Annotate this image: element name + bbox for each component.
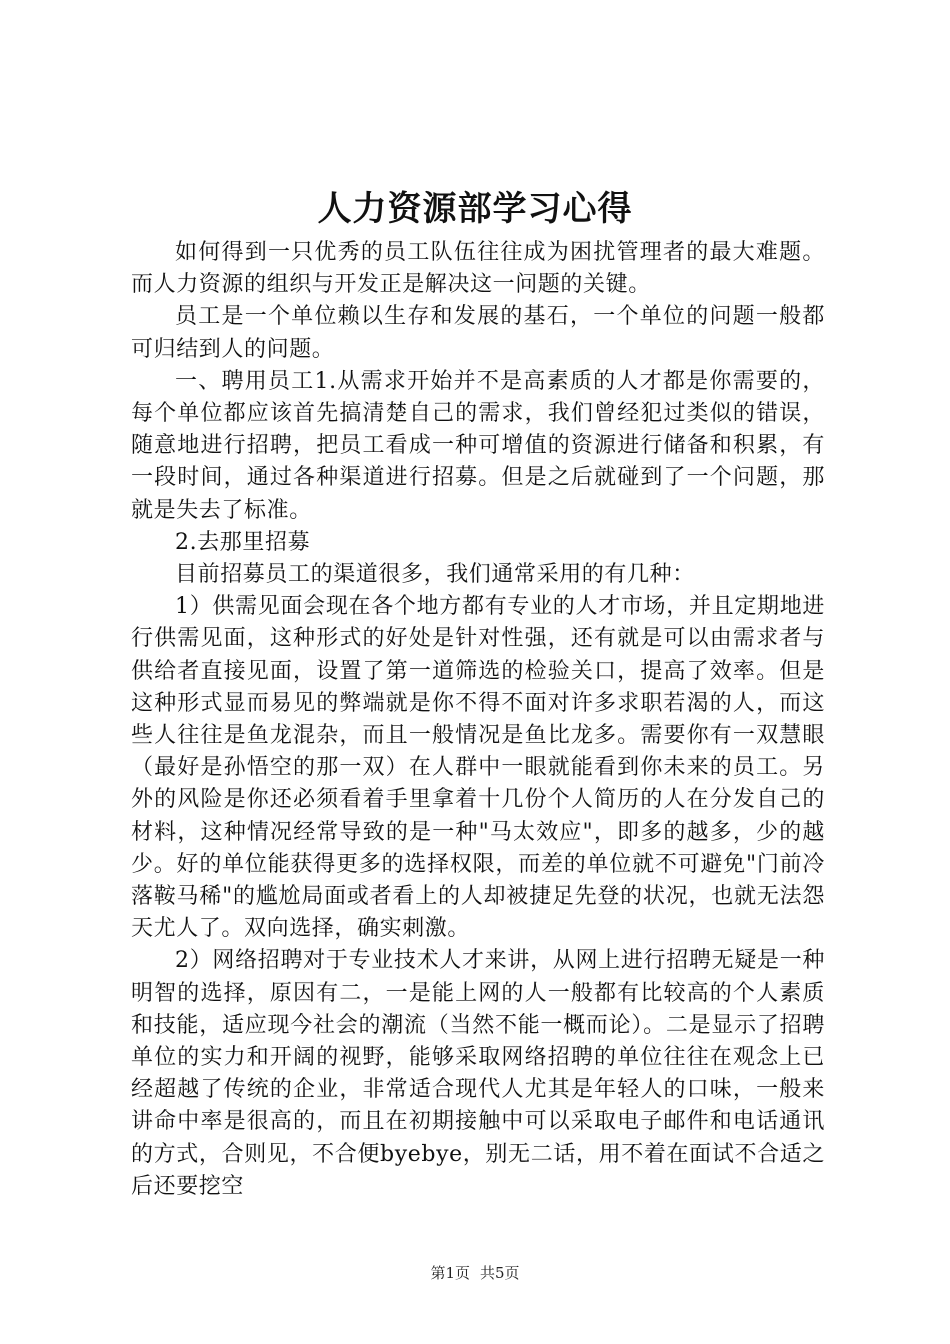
page-footer	[0, 1263, 950, 1283]
page-number: 第1页	[430, 1264, 470, 1282]
paragraph-online-recruiting: 2）网络招聘对于专业技术人才来讲，从网上进行招聘无疑是一种明智的选择，原因有二，一是能上网的人一般都有比较高的个人素质和技能，适应现今社会的潮流（当然不能一概而论）。二是显示了招聘单位的实力和开阔的视野，能够采取网络招聘的单位往往在观念上已经超越了传统的企业，非常适合现代人尤其是年轻人的口味，一般来讲命中率是很高的，而且在初期接触中可以采取电子邮件和电话通讯的方式，合则见，不合便byebye，别无二话，用不着在面试不合适之后还要挖空	[131, 948, 825, 1199]
document-body	[131, 237, 825, 1203]
paragraph-foundation: 员工是一个单位赖以生存和发展的基石，一个单位的问题一般都可归结到人的问题。	[131, 304, 825, 362]
paragraph-hiring: 一、聘用员工1.从需求开始并不是高素质的人才都是你需要的，每个单位都应该首先搞清楚自己的需求，我们曾经犯过类似的错误，随意地进行招聘，把员工看成一种可增值的资源进行储备和积累，有一段时间，通过各种渠道进行招募。但是之后就碰到了一个问题，那就是失去了标准。	[131, 368, 825, 523]
page-total: 共5页	[480, 1264, 520, 1282]
paragraph-channels: 目前招募员工的渠道很多，我们通常采用的有几种：	[175, 562, 695, 588]
document-title: 人力资源部学习心得	[317, 189, 633, 229]
paragraph-where-recruit: 2.去那里招募	[175, 529, 311, 555]
paragraph-job-fair: 1）供需见面会现在各个地方都有专业的人才市场，并且定期地进行供需见面，这种形式的好处是针对性强，还有就是可以由需求者与供给者直接见面，设置了第一道筛选的检验关口，提高了效率。但是这种形式显而易见的弊端就是你不得不面对许多求职若渴的人，而这些人往往是鱼龙混杂，而且一般情况是鱼比龙多。需要你有一双慧眼（最好是孙悟空的那一双）在人群中一眼就能看到你未来的员工。另外的风险是你还必须看着手里拿着十几份个人简历的人在分发自己的材料，这种情况经常导致的是一种"马太效应"，即多的越多，少的越少。好的单位能获得更多的选择权限，而差的单位就不可避免"门前冷落鞍马稀"的尴尬局面或者看上的人却被捷足先登的状况，也就无法怨天尤人了。双向选择，确实刺激。	[131, 594, 825, 942]
paragraph-intro: 如何得到一只优秀的员工队伍往往成为困扰管理者的最大难题。而人力资源的组织与开发正是解决这一问题的关键。	[131, 240, 825, 298]
